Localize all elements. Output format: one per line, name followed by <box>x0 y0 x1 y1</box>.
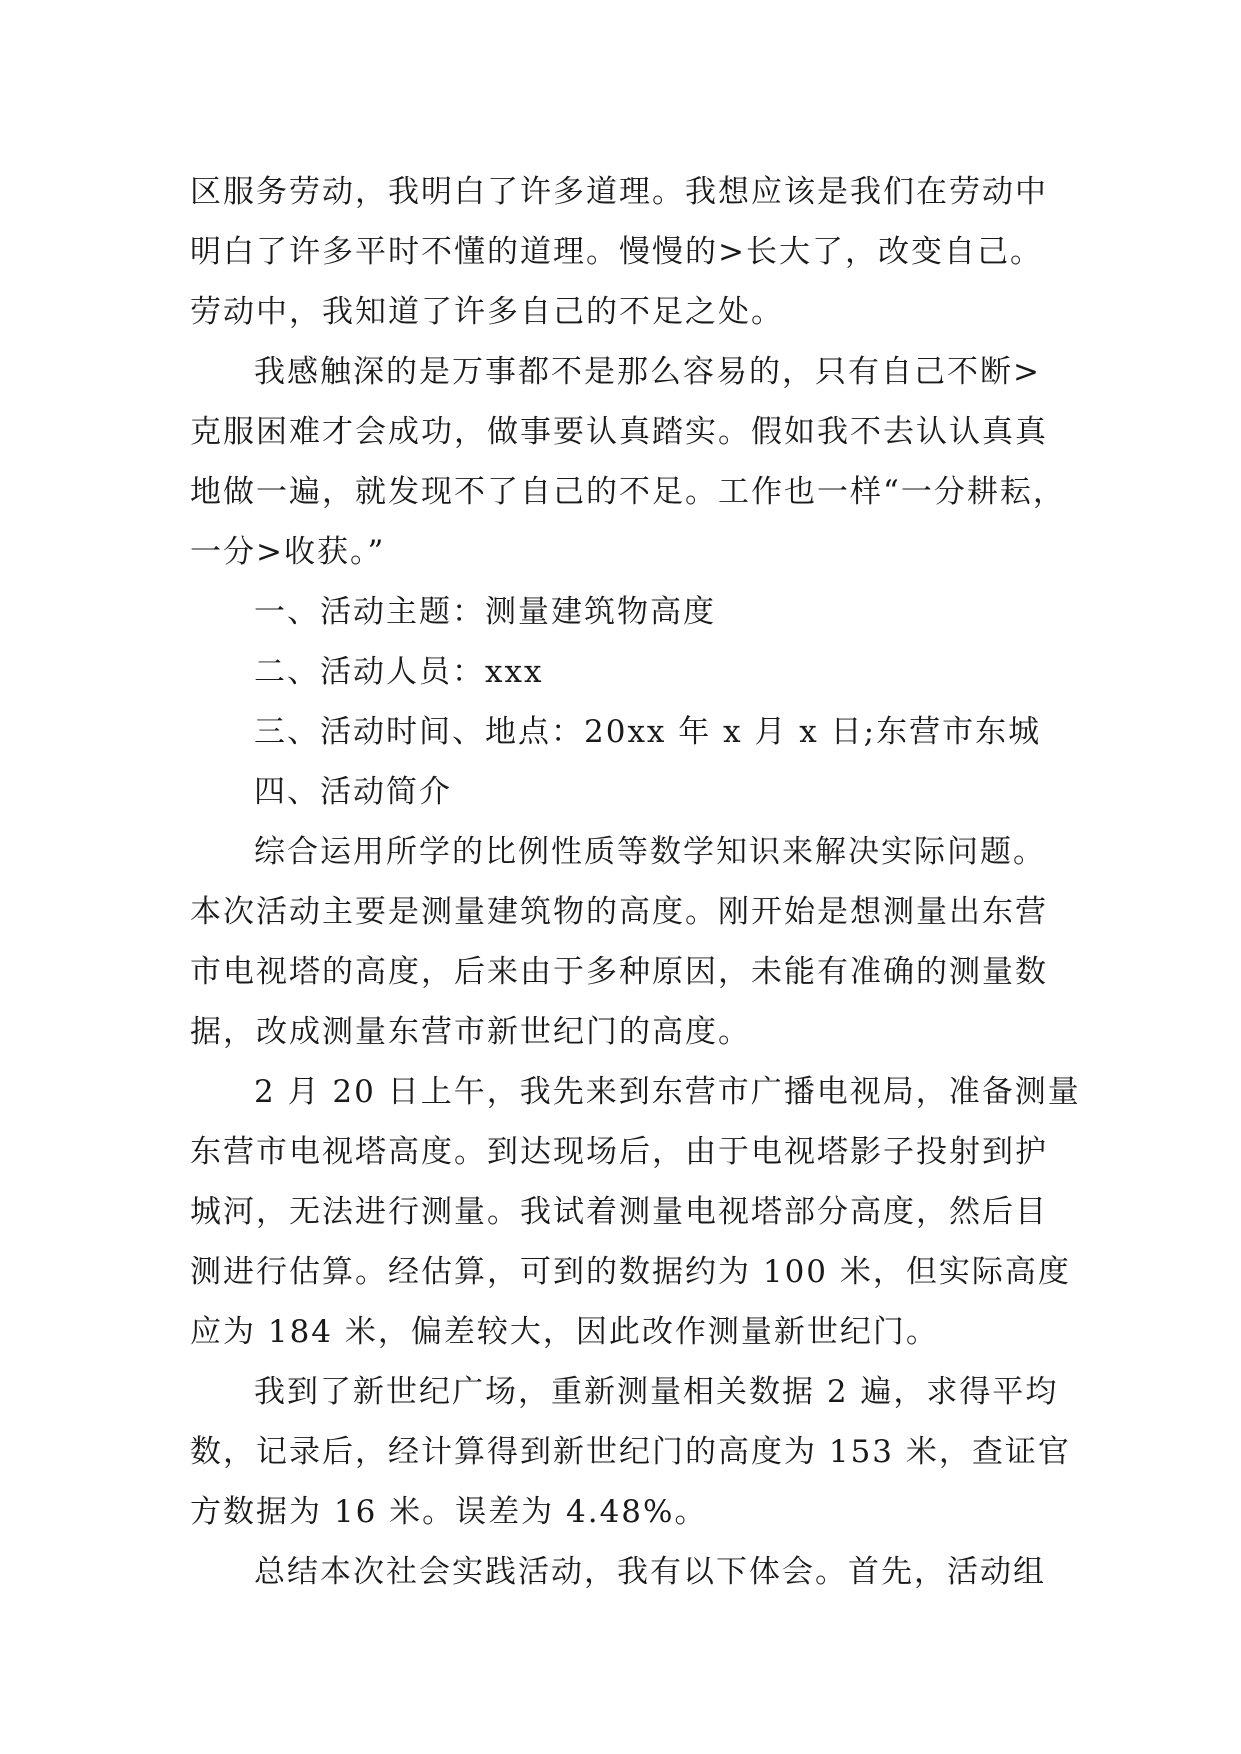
text-line: 明白了许多平时不懂的道理。慢慢的>长大了，改变自己。 <box>190 234 1043 270</box>
text-line: 劳动中，我知道了许多自己的不足之处。 <box>190 294 784 330</box>
activity-members-line: 二、活动人员：xxx <box>254 654 544 690</box>
text-line: 东营市电视塔高度。到达现场后，由于电视塔影子投射到护 <box>190 1134 1048 1170</box>
text-line: 区服务劳动，我明白了许多道理。我想应该是我们在劳动中 <box>190 174 1048 210</box>
activity-time-place-line: 三、活动时间、地点：20xx 年 x 月 x 日;东营市东城 <box>254 714 1042 750</box>
text-line: 本次活动主要是测量建筑物的高度。刚开始是想测量出东营 <box>190 894 1048 930</box>
text-line: 据，改成测量东营市新世纪门的高度。 <box>190 1014 751 1050</box>
text-line: 城河，无法进行测量。我试着测量电视塔部分高度，然后目 <box>190 1194 1048 1230</box>
text-line: 综合运用所学的比例性质等数学知识来解决实际问题。 <box>254 834 1046 870</box>
text-line: 市电视塔的高度，后来由于多种原因，未能有准确的测量数 <box>190 954 1048 990</box>
text-line: 应为 184 米，偏差较大，因此改作测量新世纪门。 <box>190 1314 939 1350</box>
document-body <box>190 162 1081 1602</box>
text-line: 方数据为 16 米。误差为 4.48%。 <box>190 1494 708 1530</box>
text-line: 克服困难才会成功，做事要认真踏实。假如我不去认认真真 <box>190 414 1048 450</box>
activity-intro-heading: 四、活动简介 <box>254 774 452 810</box>
text-line: 测进行估算。经估算，可到的数据约为 100 米，但实际高度 <box>190 1254 1071 1290</box>
text-line: 2 月 20 日上午，我先来到东营市广播电视局，准备测量 <box>254 1074 1081 1110</box>
activity-theme-line: 一、活动主题：测量建筑物高度 <box>254 594 716 630</box>
text-line: 总结本次社会实践活动，我有以下体会。首先，活动组 <box>254 1554 1046 1590</box>
text-line: 我感触深的是万事都不是那么容易的，只有自己不断> <box>254 354 1041 390</box>
text-line: 一分>收获。” <box>190 534 386 570</box>
text-line: 地做一遍，就发现不了自己的不足。工作也一样“一分耕耘， <box>190 474 1066 510</box>
text-line: 数，记录后，经计算得到新世纪门的高度为 153 米，查证官 <box>190 1434 1071 1470</box>
text-line: 我到了新世纪广场，重新测量相关数据 2 遍，求得平均 <box>254 1374 1059 1410</box>
